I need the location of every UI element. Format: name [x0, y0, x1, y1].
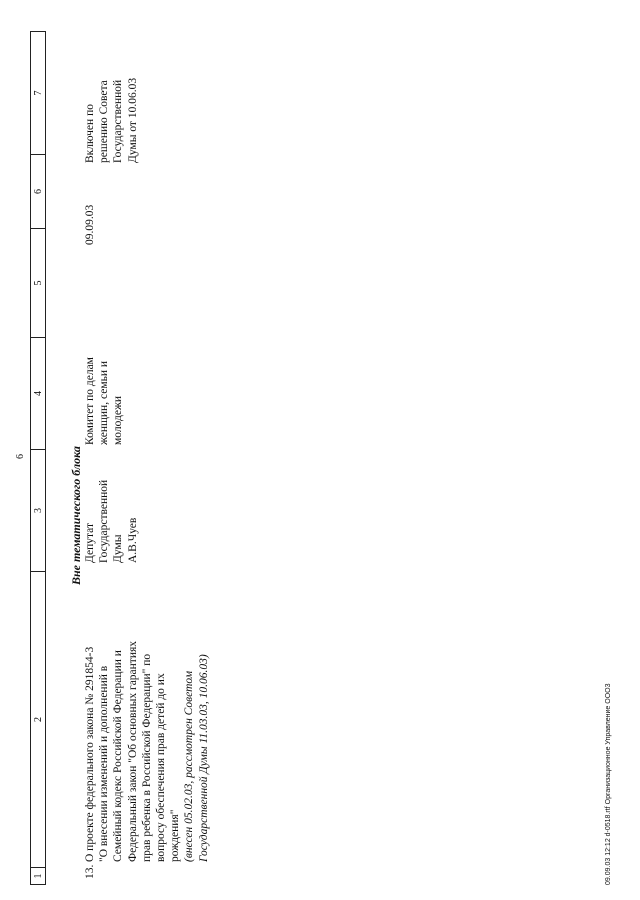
document-footer — [605, 684, 612, 886]
bill-description — [83, 577, 211, 862]
bill-title-line: О проекте федерального закона № 291854-3 — [84, 646, 96, 862]
status-line: Включен по — [84, 104, 96, 163]
inclusion-status — [83, 73, 140, 163]
footer-department: Организационное Управление ООО3 — [605, 683, 612, 805]
consideration-date: 09.09.03 — [84, 204, 96, 245]
author-line: Думы — [112, 534, 125, 563]
bill-title-line: "О внесении изменений и дополнений в — [98, 665, 111, 862]
column-header-4: 4 — [30, 337, 46, 450]
bill-note-line: Государственной Думы 11.03.03, 10.06.03) — [197, 654, 210, 862]
page-number: 6 — [15, 454, 26, 459]
bill-title-line: рождения" — [169, 809, 182, 862]
column-header-5: 5 — [30, 228, 46, 338]
column-header-1: 1 — [30, 867, 46, 885]
bill-note-line: (внесен 05.02.03, рассмотрен Советом — [183, 670, 196, 862]
committee-line: женщин, семьи и — [98, 360, 111, 445]
status-line: решению Совета — [98, 80, 111, 163]
bill-title-line: прав ребенка в Российской Федерации" по — [140, 653, 153, 862]
author-line: А.В.Чуев — [126, 517, 139, 563]
column-header-7: 7 — [30, 31, 46, 155]
section-title: Вне тематического блока — [69, 446, 83, 585]
status-line: Думы от 10.06.03 — [126, 77, 139, 163]
author-line: Государственной — [98, 479, 111, 563]
column-header-6: 6 — [30, 154, 46, 229]
column-header-3: 3 — [30, 449, 46, 572]
bill-title-line: Федеральный закон "Об основных гарантиях — [126, 640, 139, 862]
document-page — [15, 5, 625, 885]
committee-line: молодежи — [112, 395, 125, 445]
status-line: Государственной — [112, 79, 125, 163]
responsible-committee — [83, 335, 126, 445]
column-header-2: 2 — [30, 571, 46, 868]
footer-file-info: 09.09.03 12:12 d-0518.rtf — [605, 806, 612, 885]
bill-author — [83, 453, 140, 563]
bill-title-line: вопросу обеспечения прав детей до их — [155, 673, 168, 862]
row-number: 13. — [84, 864, 96, 879]
column-header-row — [30, 30, 46, 885]
bill-title-line: Семейный кодекс Российской Федерации и — [112, 650, 125, 862]
committee-line: Комитет по делам — [84, 357, 96, 445]
author-line: Депутат — [84, 523, 96, 563]
